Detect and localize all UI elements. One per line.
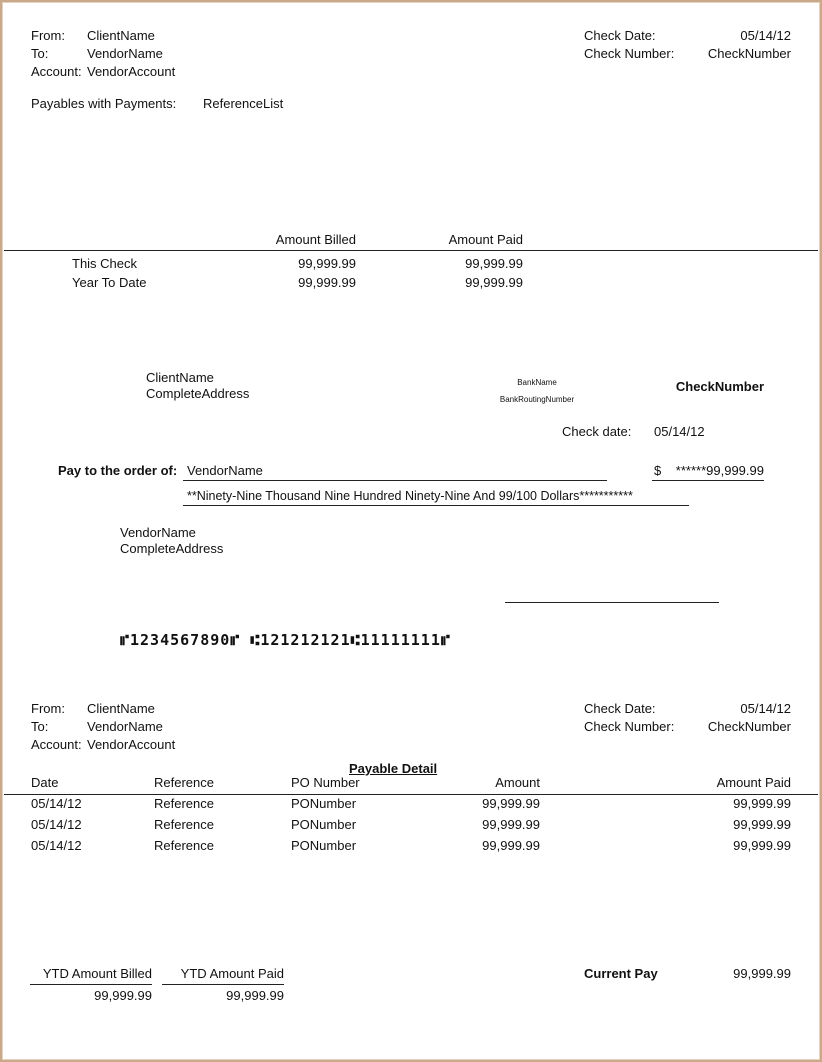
row-po-number: PONumber [291,796,357,811]
account-label: Account: [31,64,82,79]
vendor-name: VendorName [120,525,196,540]
from-value: ClientName [87,701,155,716]
check-number-value: CheckNumber [707,46,791,61]
summary-divider [4,250,818,251]
ytd-billed-label: YTD Amount Billed [42,966,152,981]
vendor-address: CompleteAddress [120,541,224,556]
check-date-label: Check date: [562,424,632,439]
row-po-number: PONumber [291,817,357,832]
account-label: Account: [31,737,82,752]
signature-line [505,602,719,603]
check-date-value: 05/14/12 [654,424,705,439]
row-date: 05/14/12 [31,838,82,853]
row-amount: 99,999.99 [482,796,540,811]
current-pay-label: Current Pay [584,966,658,981]
summary-row-paid: 99,999.99 [465,275,523,290]
check-number: CheckNumber [675,379,764,394]
from-value: ClientName [87,28,155,43]
bank-routing: BankRoutingNumber [499,395,575,404]
check-number-label: Check Number: [584,719,675,734]
check-client-name: ClientName [146,370,214,385]
ytd-paid-label: YTD Amount Paid [180,966,284,981]
summary-row-label: Year To Date [72,275,147,290]
check-client-address: CompleteAddress [146,386,250,401]
payables-value: ReferenceList [203,96,284,111]
dollar-sign: $ [654,463,662,478]
column-header-amount: Amount [495,775,540,790]
row-po-number: PONumber [291,838,357,853]
row-reference: Reference [154,796,214,811]
payable-detail-title: Payable Detail [349,761,438,776]
row-amount: 99,999.99 [482,838,540,853]
row-amount: 99,999.99 [482,817,540,832]
bank-name: BankName [517,378,557,387]
row-date: 05/14/12 [31,817,82,832]
from-label: From: [31,701,65,716]
to-label: To: [31,46,49,61]
column-header-reference: Reference [154,775,214,790]
row-amount-paid: 99,999.99 [733,796,791,811]
column-header-amount-paid: Amount Paid [716,775,791,790]
from-label: From: [31,28,65,43]
ytd-paid-value: 99,999.99 [226,988,284,1003]
to-value: VendorName [87,46,163,61]
check-date-value: 05/14/12 [740,28,791,43]
detail-divider [4,794,818,795]
summary-row-paid: 99,999.99 [465,256,523,271]
payables-label: Payables with Payments: [31,96,177,111]
amount-paid-header: Amount Paid [448,232,523,247]
check-number-value: CheckNumber [707,719,791,734]
amount-line [652,480,764,481]
column-header-date: Date [31,775,59,790]
row-amount-paid: 99,999.99 [733,817,791,832]
check-date-label: Check Date: [584,28,656,43]
account-value: VendorAccount [87,737,176,752]
amount-words-line [183,505,689,506]
row-reference: Reference [154,817,214,832]
micr-line: ⑈1234567890⑈ ⑆121212121⑆11111111⑈ [120,631,451,649]
row-amount-paid: 99,999.99 [733,838,791,853]
row-reference: Reference [154,838,214,853]
to-value: VendorName [87,719,163,734]
to-label: To: [31,719,49,734]
row-date: 05/14/12 [31,796,82,811]
summary-row-billed: 99,999.99 [298,275,356,290]
amount-billed-header: Amount Billed [275,232,356,247]
payee-name: VendorName [187,463,263,478]
account-value: VendorAccount [87,64,176,79]
pay-to-label: Pay to the order of: [58,463,178,478]
check-number-label: Check Number: [584,46,675,61]
ytd-paid-line [162,984,284,985]
payee-line [183,480,607,481]
ytd-billed-line [30,984,152,985]
summary-row-label: This Check [72,256,138,271]
check-date-label: Check Date: [584,701,656,716]
ytd-billed-value: 99,999.99 [94,988,152,1003]
check-amount: ******99,999.99 [675,463,764,478]
summary-row-billed: 99,999.99 [298,256,356,271]
check-date-value: 05/14/12 [740,701,791,716]
amount-words: **Ninety-Nine Thousand Nine Hundred Ninety-Nine And 99/100 Dollars*********** [187,489,633,503]
column-header-po-number: PO Number [291,775,360,790]
current-pay-value: 99,999.99 [733,966,791,981]
